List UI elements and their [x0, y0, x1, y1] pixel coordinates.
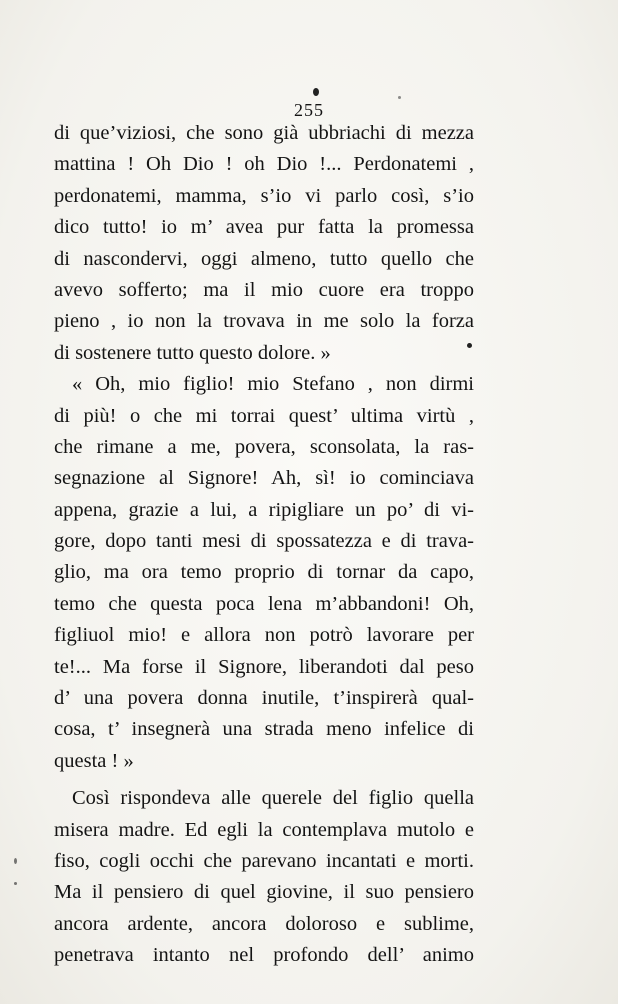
text-line: glio, ma ora temo proprio di tornar da capo,	[54, 561, 474, 584]
text-line: di que’viziosi, che sono già ubbriachi di mezza	[54, 122, 474, 144]
text-line: perdonatemi, mamma, s’io vi parlo così, s’io	[54, 184, 474, 207]
text-line: di nascondervi, oggi almeno, tutto quello che	[54, 247, 474, 270]
ink-speck	[14, 882, 17, 885]
text-line: avevo sofferto; ma il mio cuore era troppo	[54, 278, 474, 301]
text-line: misera madre. Ed egli la contemplava mutolo e	[54, 818, 474, 841]
text-line: fiso, cogli occhi che parevano incantati e morti.	[54, 849, 474, 872]
text-line: pieno , io non la trovava in me solo la forza	[54, 310, 474, 333]
ink-speck	[313, 88, 319, 96]
ink-speck	[14, 858, 17, 864]
text-line: te!... Ma forse il Signore, liberandoti dal peso	[54, 655, 474, 678]
text-line: mattina ! Oh Dio ! oh Dio !... Perdonatemi ,	[54, 153, 474, 176]
text-line: « Oh, mio figlio! mio Stefano , non dirmi	[72, 373, 474, 396]
text-line: dico tutto! io m’ avea pur fatta la promessa	[54, 216, 474, 239]
text-line: figliuol mio! e allora non potrò lavorare per	[54, 624, 474, 647]
text-line: questa ! »	[54, 749, 134, 772]
text-line: gore, dopo tanti mesi di spossatezza e di trava-	[54, 530, 474, 553]
page-number: 255	[294, 100, 324, 120]
text-line: cosa, t’ insegnerà una strada meno infelice di	[54, 718, 474, 741]
ink-speck	[269, 664, 271, 671]
text-line: temo che questa poca lena m’abbandoni! Oh,	[54, 592, 474, 615]
text-line: appena, grazie a lui, a ripigliare un po’ di vi-	[54, 498, 474, 521]
text-line: ancora ardente, ancora doloroso e sublime,	[54, 912, 474, 935]
body-text	[54, 118, 474, 972]
text-line: segnazione al Signore! Ah, sì! io cominciava	[54, 467, 474, 490]
ink-speck	[467, 343, 472, 348]
text-line: penetrava intanto nel profondo dell’ animo	[54, 944, 474, 967]
text-line: d’ una povera donna inutile, t’inspirerà qual-	[54, 687, 474, 710]
text-line: Ma il pensiero di quel giovine, il suo pensiero	[54, 881, 474, 904]
ink-speck	[398, 96, 401, 99]
text-line: di sostenere tutto questo dolore. »	[54, 341, 331, 364]
text-line: Così rispondeva alle querele del figlio quella	[72, 787, 474, 810]
text-line: che rimane a me, povera, sconsolata, la ras-	[54, 435, 474, 458]
text-line: di più! o che mi torrai quest’ ultima virtù ,	[54, 404, 474, 427]
